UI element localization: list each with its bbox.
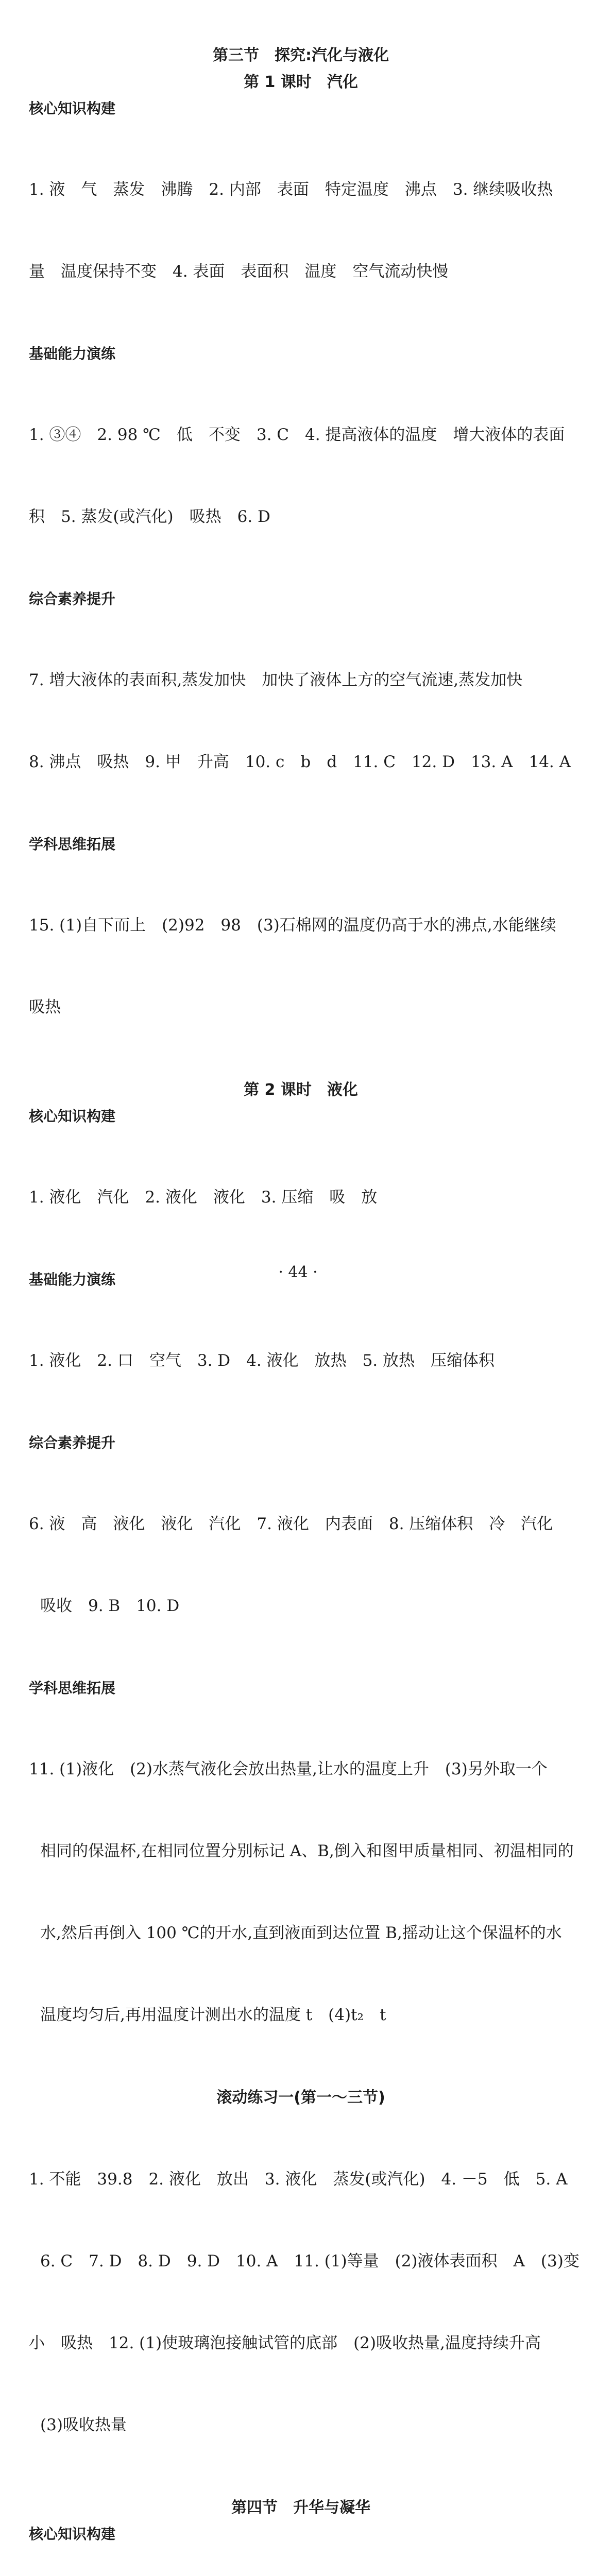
ext-heading: 学科思维拓展	[29, 1680, 116, 1697]
answer-line: 1. 液化 2. 口 空气 3. D 4. 液化 放热 5. 放热 压缩体积	[29, 1351, 495, 1370]
answer-block	[29, 2547, 573, 2576]
answer-line: 积 5. 蒸发(或汽化) 吸热 6. D	[29, 507, 270, 526]
basic-heading: 基础能力演练	[29, 345, 116, 362]
comp-heading: 综合素养提升	[29, 590, 116, 607]
core-heading: 核心知识构建	[29, 2526, 116, 2543]
answer-line: 1. 不能 39.8 2. 液化 放出 3. 液化 蒸发(或汽化) 4. －5 低 5. A	[29, 2170, 568, 2189]
answer-line: 11. (1)液化 (2)水蒸气液化会放出热量,让水的温度上升 (3)另外取一个	[29, 1760, 548, 1778]
answer-line: 温度均匀后,再用温度计测出水的温度 t (4)t₂ t	[40, 2006, 386, 2024]
answer-line: 6. 液 高 液化 液化 汽化 7. 液化 内表面 8. 压缩体积 冷 汽化	[29, 1515, 553, 1533]
section-title: 第四节 升华与凝华	[231, 2499, 370, 2517]
page-number: · 44 ·	[278, 1263, 318, 1281]
answer-block	[29, 612, 573, 831]
answer-line: 1. ③④ 2. 98 ℃ 低 不变 3. C 4. 提高液体的温度 增大液体的表面	[29, 426, 565, 444]
basic-heading: 基础能力演练	[29, 1271, 116, 1288]
answer-line: 量 温度保持不变 4. 表面 表面积 温度 空气流动快慢	[29, 262, 449, 281]
answer-line: 15. (1)自下而上 (2)92 98 (3)石棉网的温度仍高于水的沸点,水能继续	[29, 916, 556, 935]
answer-line: 1. 液化 汽化 2. 液化 液化 3. 压缩 吸 放	[29, 1188, 378, 1207]
answer-line: 吸收 9. B 10. D	[40, 1597, 180, 1615]
review-title: 滚动练习一(第一～三节)	[216, 2089, 385, 2107]
lesson-title: 第 2 课时 液化	[244, 1081, 358, 1099]
answer-line: 水,然后再倒入 100 ℃的开水,直到液面到达位置 B,摇动让这个保温杯的水	[40, 1924, 562, 1942]
answer-block	[29, 857, 573, 1076]
answer-line: 吸热	[29, 998, 61, 1016]
answer-block	[29, 1456, 573, 1674]
answer-line: (3)吸收热量	[40, 2416, 127, 2434]
section-title: 第三节 探究:汽化与液化	[213, 46, 389, 64]
answer-block	[29, 1293, 573, 1429]
answer-block	[29, 122, 573, 340]
answer-block	[29, 1129, 573, 1266]
core-heading: 核心知识构建	[29, 100, 116, 117]
answer-block	[29, 2111, 580, 2494]
answer-line: 相同的保温杯,在相同位置分别标记 A、B,倒入和图甲质量相同、初温相同的	[40, 1842, 574, 1860]
answer-line: 7. 增大液体的表面积,蒸发加快 加快了液体上方的空气流速,蒸发加快	[29, 671, 523, 689]
answer-line: 8. 沸点 吸热 9. 甲 升高 10. c b d 11. C 12. D 13. A 14. A	[29, 753, 571, 771]
answer-line: 1. 液 气 蒸发 沸腾 2. 内部 表面 特定温度 沸点 3. 继续吸收热	[29, 180, 553, 199]
answer-block	[29, 367, 573, 585]
lesson-title: 第 1 课时 汽化	[244, 73, 358, 91]
comp-heading: 综合素养提升	[29, 1434, 116, 1451]
core-heading: 核心知识构建	[29, 1108, 116, 1125]
ext-heading: 学科思维拓展	[29, 836, 116, 853]
answer-block	[29, 1701, 573, 2083]
answer-line: 小 吸热 12. (1)使玻璃泡接触试管的底部 (2)吸收热量,温度持续升高	[29, 2334, 541, 2352]
answer-line: 6. C 7. D 8. D 9. D 10. A 11. (1)等量 (2)液体表面积 A (3)变	[40, 2252, 580, 2270]
